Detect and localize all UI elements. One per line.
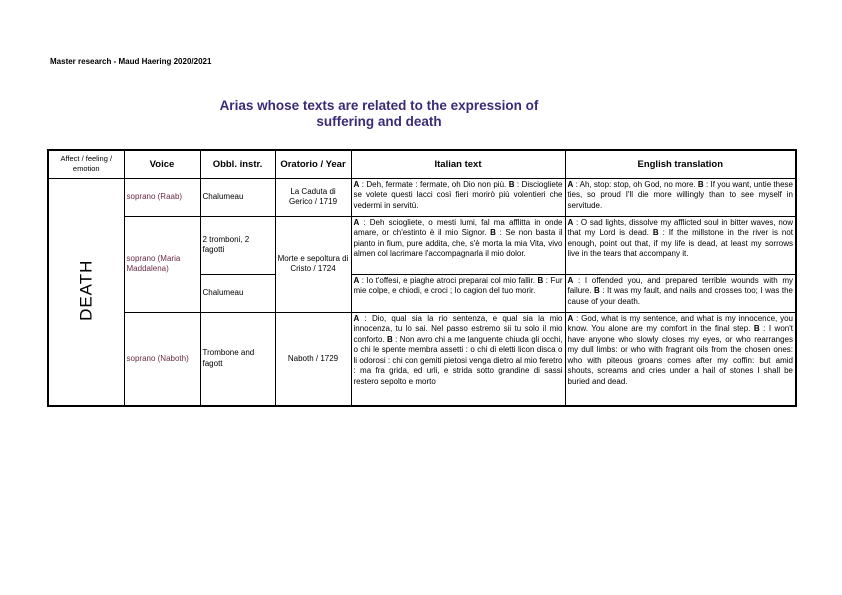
col-voice-header: Voice xyxy=(124,150,200,178)
arias-table xyxy=(47,149,797,407)
table-row xyxy=(48,216,796,274)
italian-text-cell: A : Deh sciogliete, o mesti lumi, fal ma afflitta in onde amare, or ch'estinto è il mio Signor. B : Se non basta il pianto in fium, pure addita, che, s'è morta la mia Vita, vivo almen col lacrimare l'accompagnarla il mio dolor. xyxy=(351,216,565,274)
voice-cell: soprano (Raab) xyxy=(124,178,200,216)
table-header-row xyxy=(48,150,796,178)
col-italian-header: Italian text xyxy=(351,150,565,178)
affect-label: DEATH xyxy=(75,259,95,321)
english-text-cell: A : God, what is my sentence, and what is my innocence, you know. You alone are my comfort in the final step. B : I won't have anyone who slowly closes my eyes, or who rearranges my dull limbs: or who with fragrant oils from the chosen ones: who with piteous groans comes after my coffin: but amid shouts, screams and cries under a hail of stones I shall be buried and dead. xyxy=(565,312,796,406)
italian-text-cell: A : Deh, fermate : fermate, oh Dio non più. B : Disciogliete se volete questi lacci così fieri morirò più volentieri che vedermi in servitù. xyxy=(351,178,565,216)
instr-cell: 2 tromboni, 2 fagotti xyxy=(200,216,275,274)
oratorio-cell: La Caduta di Gerico / 1719 xyxy=(275,178,351,216)
italian-text-cell: A : Io t'offesi, e piaghe atroci preparai col mio fallir. B : Fur mie colpe, e chiodi, e croci ; Io cagion del tuo morir. xyxy=(351,274,565,312)
table-row xyxy=(48,178,796,216)
document-header: Master research - Maud Haering 2020/2021 xyxy=(50,57,212,66)
voice-cell: soprano (Naboth) xyxy=(124,312,200,406)
oratorio-cell: Morte e sepoltura di Cristo / 1724 xyxy=(275,216,351,312)
table-row xyxy=(48,312,796,406)
col-affect-header: Affect / feeling / emotion xyxy=(48,150,124,178)
col-oratorio-header: Oratorio / Year xyxy=(275,150,351,178)
italian-text-cell: A : Dio, qual sia la rio sentenza, e qual sia la mio innocenza, tu lo sai. Nel passo estremo sii tu solo il mio conforto. B : Non avro chi a me languente chiuda gli occhi, o chi le spente membra assetti : o chi di eletti licon disca o li odorosi : chi con gemiti pietosi venga dietro al mio feretro : ma fra grida, ed urli, e strida sotto grandine di sassi restero sepolto e morto xyxy=(351,312,565,406)
instr-cell: Chalumeau xyxy=(200,274,275,312)
affect-cell xyxy=(48,178,124,406)
voice-cell: soprano (Maria Maddalena) xyxy=(124,216,200,312)
english-text-cell: A : I offended you, and prepared terrible wounds with my failure. B : It was my fault, and nails and crosses too; I was the cause of your death. xyxy=(565,274,796,312)
english-text-cell: A : Ah, stop: stop, oh God, no more. B : If you want, untie these ties, so proud I'll die more willingly than to see myself in servitude. xyxy=(565,178,796,216)
english-text-cell: A : O sad lights, dissolve my afflicted soul in bitter waves, now that my Lord is dead. B : If the millstone in the river is not enough, point out that, if my life is dead, at least my sorrows live in the tears that accompany it. xyxy=(565,216,796,274)
col-instr-header: Obbl. instr. xyxy=(200,150,275,178)
instr-cell: Trombone and fagott xyxy=(200,312,275,406)
oratorio-cell: Naboth / 1729 xyxy=(275,312,351,406)
document-title: Arias whose texts are related to the expression of suffering and death xyxy=(219,98,539,129)
col-english-header: English translation xyxy=(565,150,796,178)
instr-cell: Chalumeau xyxy=(200,178,275,216)
